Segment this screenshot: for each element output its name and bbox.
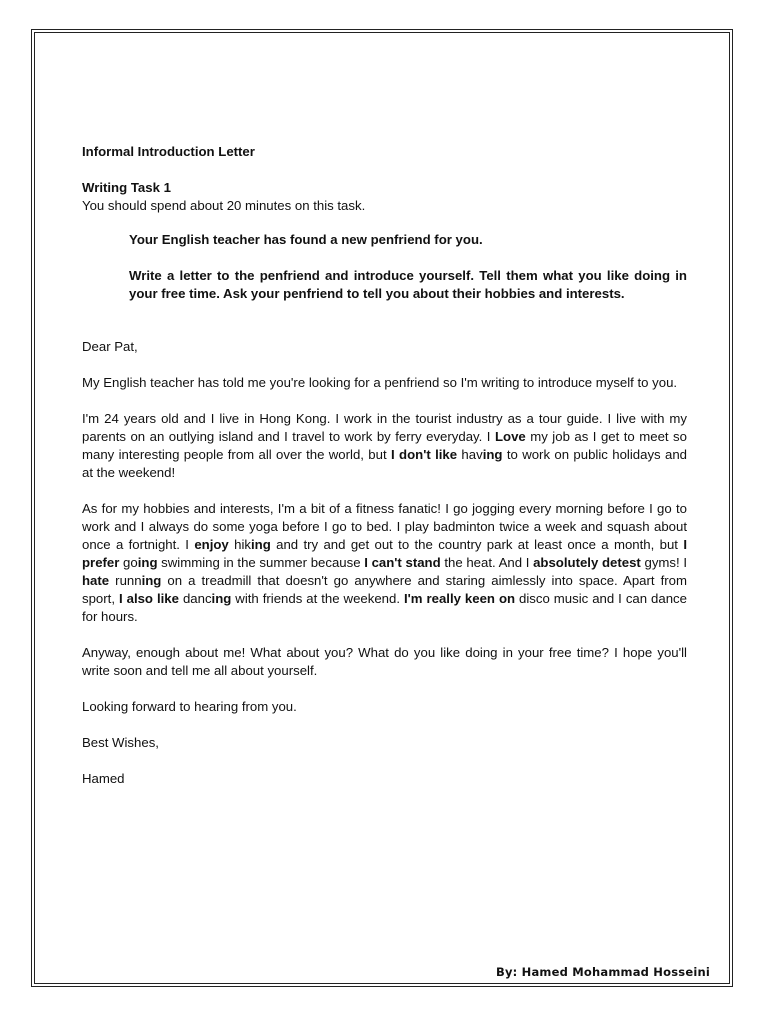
task-heading: Writing Task 1	[82, 180, 171, 195]
text-run: danc	[178, 591, 212, 606]
emphasis: I can't stand	[364, 555, 441, 570]
text-run: my job as I get to meet so many interesting people from all over the world, but	[82, 429, 687, 462]
letter-signature: Hamed	[82, 771, 125, 786]
emphasis: ing	[137, 555, 158, 570]
emphasis: ing	[482, 447, 503, 462]
text-run: disco music and I can dance for hours.	[82, 591, 687, 624]
task-prompt-1: Your English teacher has found a new penfriend for you.	[129, 232, 483, 247]
letter-closing: Best Wishes,	[82, 735, 159, 750]
author-credit: By: Hamed Mohammad Hosseini	[495, 965, 710, 979]
text-run: I'm 24 years old and I live in Hong Kong. I work in the tourist industry as a tour guide. I live with my parents on an outlying island and I travel to work by ferry everyday. I	[82, 411, 687, 444]
document-title: Informal Introduction Letter	[82, 144, 255, 159]
task-prompt-2: Write a letter to the penfriend and introduce yourself. Tell them what you like doing in your free time. Ask your penfriend to tell you about their hobbies and interests.	[129, 268, 687, 301]
text-run: gyms! I	[640, 555, 687, 570]
text-run: with friends at the weekend.	[231, 591, 404, 606]
text-run: and try and get out to the country park at least once a month, but	[270, 537, 684, 552]
emphasis: ing	[211, 591, 232, 606]
document-body	[82, 143, 687, 788]
emphasis: I prefer	[82, 537, 687, 570]
letter-paragraph-3	[82, 500, 687, 626]
emphasis: absolutely detest	[533, 555, 641, 570]
text-run: swimming in the summer because	[157, 555, 365, 570]
text-run: on a treadmill that doesn't go anywhere and staring aimlessly into space. Apart from sport,	[82, 573, 687, 606]
emphasis: ing	[141, 573, 162, 588]
emphasis: hate	[82, 573, 110, 588]
letter-paragraph-1: My English teacher has told me you're looking for a penfriend so I'm writing to introduce myself to you.	[82, 375, 678, 390]
emphasis: enjoy	[194, 537, 229, 552]
text-run: to work on public holidays and at the weekend!	[82, 447, 687, 480]
text-run: hik	[228, 537, 251, 552]
letter-paragraph-4: Anyway, enough about me! What about you? What do you like doing in your free time? I hope you'll write soon and tell me all about yourself.	[82, 645, 687, 678]
text-run: runn	[109, 573, 142, 588]
emphasis: I also like	[118, 591, 179, 606]
emphasis: I'm really keen on	[403, 591, 516, 606]
text-run: As for my hobbies and interests, I'm a bit of a fitness fanatic! I go jogging every morning before I go to work and I always do some yoga before I go to bed. I play badminton twice a week and squash about once a fortnight. I	[82, 501, 687, 552]
emphasis: ing	[250, 537, 271, 552]
text-run: hav	[457, 447, 483, 462]
text-run: go	[119, 555, 138, 570]
letter-greeting: Dear Pat,	[82, 339, 138, 354]
emphasis: Love	[494, 429, 526, 444]
task-instruction: You should spend about 20 minutes on this task.	[82, 198, 366, 213]
text-run: the heat. And I	[440, 555, 534, 570]
emphasis: I don't like	[391, 447, 458, 462]
letter-paragraph-2	[82, 410, 687, 482]
letter-paragraph-5: Looking forward to hearing from you.	[82, 699, 297, 714]
